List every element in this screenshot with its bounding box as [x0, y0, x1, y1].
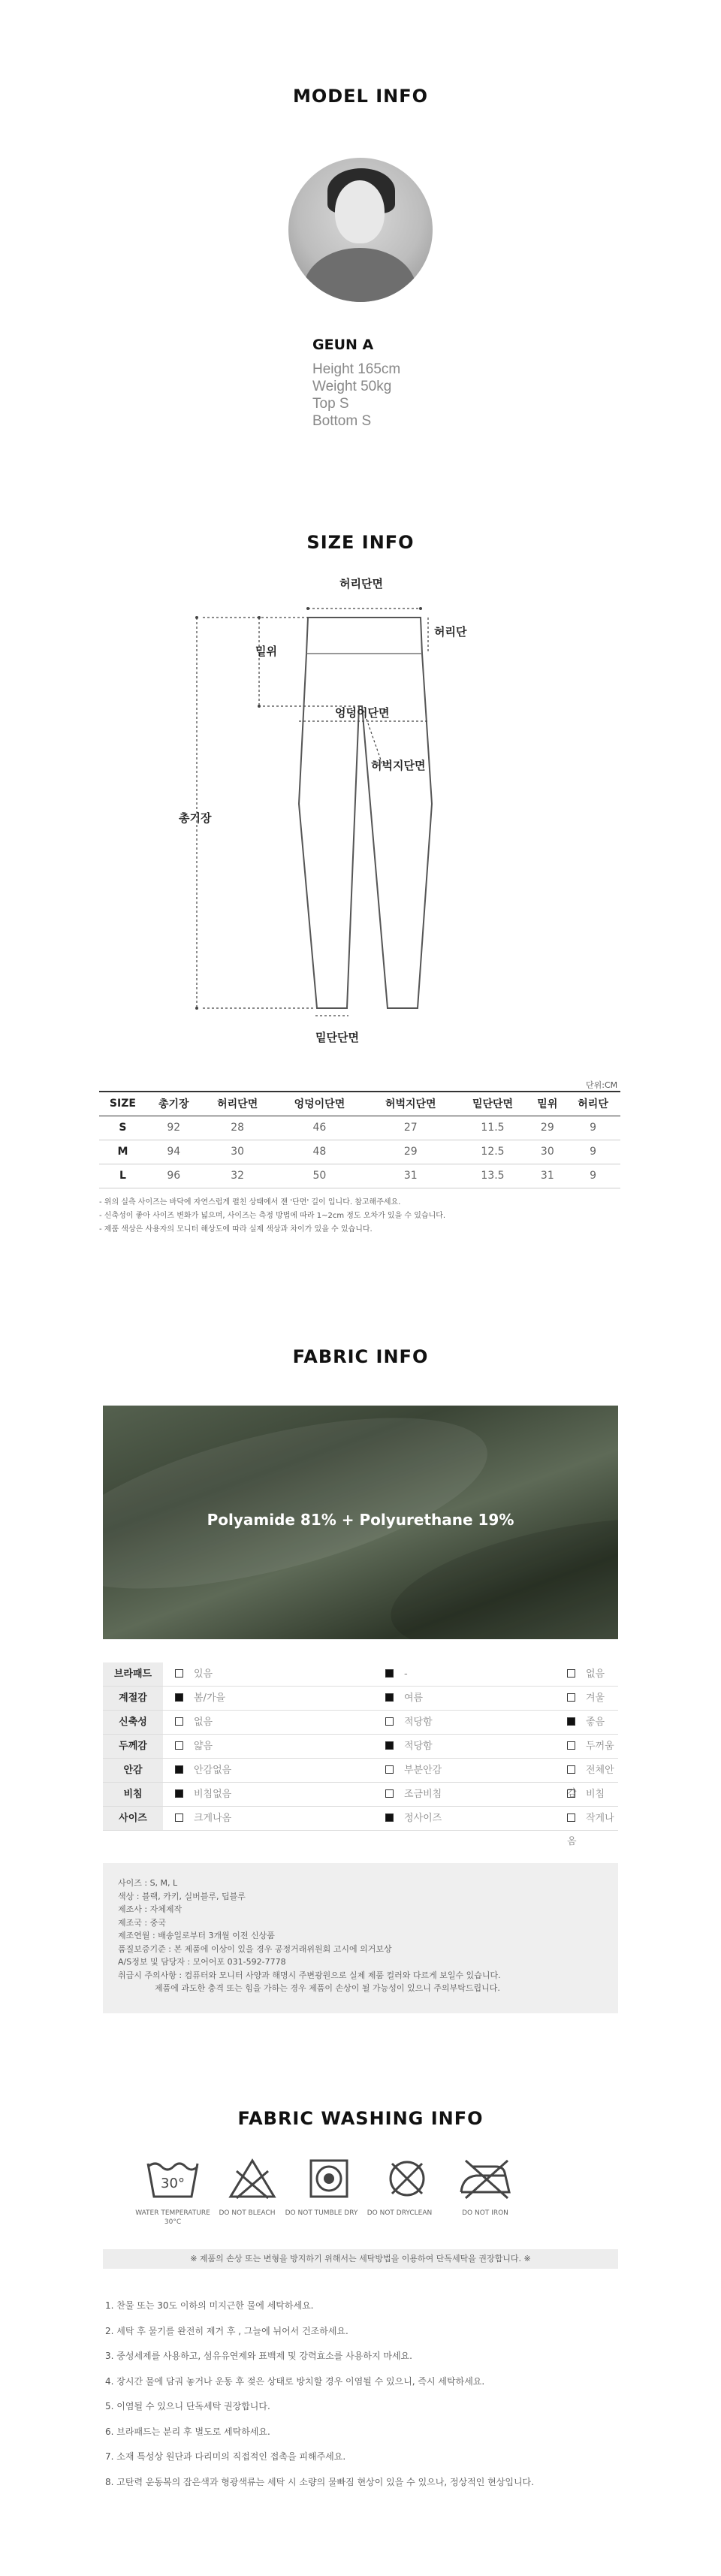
fabric-option-label: 안감없음: [194, 1765, 232, 1776]
no-iron-label: DO NOT IRON: [462, 2209, 508, 2217]
header-cell: 밑위: [529, 1092, 566, 1116]
label-waist-width: 허리단면: [339, 577, 383, 590]
fabric-info-title: FABRIC INFO: [292, 1346, 429, 1367]
product-details-box: [103, 1863, 618, 2013]
size-diagram: [0, 571, 721, 1059]
instruction-item: 7. 소재 특성상 원단과 다리미의 직접적인 접촉을 피해주세요.: [105, 2451, 346, 2462]
model-bottom-size: Bottom S: [312, 413, 372, 429]
detail-line: 취급시 주의사항 : 컴퓨터와 모니터 사양과 해명시 주변광원으로 실제 제품 컬러와 다르게 보일수 있습니다.: [118, 1970, 501, 1980]
table-cell: 12.5: [456, 1140, 529, 1164]
detail-line: 제조사 : 자체제작: [118, 1904, 183, 1914]
model-top-size: Top S: [312, 396, 349, 412]
fabric-option-label: 있음: [194, 1669, 213, 1680]
fabric-option: [567, 1735, 614, 1758]
table-cell: 46: [274, 1116, 365, 1140]
detail-line: A/S정보 및 담당자 : 모어어포 031-592-7778: [118, 1957, 286, 1967]
detail-line: 품질보증기준 : 본 제품에 이상이 있을 경우 공정거래위원회 고시에 의거보상: [118, 1943, 392, 1954]
checked-box-icon: [385, 1693, 394, 1702]
fabric-option-label: 없음: [586, 1669, 605, 1680]
size-unit: 단위:CM: [586, 1080, 618, 1090]
wash-30-label: WATER TEMPERATURE 30°C: [135, 2209, 210, 2226]
instruction-item: 4. 장시간 물에 담궈 놓거나 운동 후 젖은 상태로 방치할 경우 이염될 수 있으니, 즉시 세탁하세요.: [105, 2375, 485, 2387]
fabric-option-label: 정사이즈: [404, 1813, 442, 1824]
table-cell: 50: [274, 1164, 365, 1188]
fabric-option: [567, 1662, 605, 1686]
fabric-option: [385, 1807, 442, 1830]
fabric-option: [175, 1783, 231, 1806]
wash-temp: 30°: [161, 2176, 185, 2191]
table-cell: 32: [201, 1164, 274, 1188]
table-cell: 94: [146, 1140, 201, 1164]
table-cell: 96: [146, 1164, 201, 1188]
table-cell: 29: [365, 1140, 456, 1164]
checked-box-icon: [567, 1717, 575, 1726]
label-rise: 밑위: [255, 645, 277, 658]
table-cell: 9: [566, 1140, 620, 1164]
fabric-option-label: 조금비침: [404, 1789, 442, 1800]
unchecked-box-icon: [567, 1789, 575, 1798]
table-cell: 31: [529, 1164, 566, 1188]
header-cell: 허리단: [566, 1092, 620, 1116]
table-cell: 48: [274, 1140, 365, 1164]
fabric-option: [385, 1662, 408, 1686]
no-bleach-label: DO NOT BLEACH: [219, 2209, 276, 2217]
no-dryclean-label: DO NOT DRYCLEAN: [367, 2209, 433, 2217]
header-cell: 허벅지단면: [365, 1092, 456, 1116]
fabric-option: [385, 1759, 442, 1782]
checked-box-icon: [175, 1789, 183, 1798]
fabric-option-label: 전체안감: [567, 1765, 614, 1799]
table-cell: 30: [201, 1140, 274, 1164]
unchecked-box-icon: [567, 1741, 575, 1750]
fabric-row: [103, 1687, 618, 1711]
size-table-header: [99, 1092, 620, 1116]
model-name: GEUN A: [312, 337, 374, 353]
fabric-option-label: 크게나옴: [194, 1813, 232, 1824]
fabric-option: [175, 1735, 213, 1758]
fabric-option: [567, 1783, 605, 1806]
table-cell: S: [99, 1116, 146, 1140]
label-thigh-width: 허벅지단면: [371, 759, 426, 772]
no-iron-icon: [455, 2156, 515, 2201]
model-stats: [312, 361, 400, 430]
checked-box-icon: [175, 1693, 183, 1702]
fabric-option: [567, 1711, 605, 1734]
fabric-option-label: 부분안감: [404, 1765, 442, 1776]
fabric-option: [175, 1759, 231, 1782]
fabric-option-label: 좋음: [586, 1717, 605, 1728]
washing-instructions: [105, 2299, 534, 2500]
no-dryclean-icon: [377, 2156, 437, 2201]
header-cell: 허리단면: [201, 1092, 274, 1116]
fabric-option: [385, 1687, 423, 1710]
leggings-outline: [0, 571, 721, 1059]
model-weight: Weight 50kg: [312, 379, 392, 394]
fabric-option-label: 봄/가을: [194, 1693, 226, 1704]
instruction-item: 2. 세탁 후 물기를 완전히 제거 후 , 그늘에 뉘어서 건조하세요.: [105, 2325, 348, 2336]
instruction-item: 8. 고탄력 운동복의 잡은색과 형광색류는 세탁 시 소량의 물빠짐 현상이 있을 수 있으나, 정상적인 현상입니다.: [105, 2476, 534, 2487]
table-row: [99, 1116, 620, 1140]
fabric-option-label: 두꺼움: [586, 1741, 614, 1752]
fabric-option: [175, 1807, 231, 1830]
table-cell: 27: [365, 1116, 456, 1140]
table-row: [99, 1164, 620, 1188]
fabric-option-label: 없음: [194, 1717, 213, 1728]
checked-box-icon: [385, 1741, 394, 1750]
fabric-properties-table: [103, 1662, 618, 1847]
washing-warning: ※ 제품의 손상 또는 변형을 방지하기 위해서는 세탁방법을 이용하여 단독세탁을 권장합니다. ※: [103, 2249, 618, 2269]
fabric-option: [385, 1735, 433, 1758]
no-tumble-dry-label: DO NOT TUMBLE DRY: [285, 2209, 358, 2217]
table-cell: M: [99, 1140, 146, 1164]
unchecked-box-icon: [385, 1765, 394, 1774]
fabric-row-name: 계절감: [103, 1687, 163, 1710]
table-cell: 9: [566, 1116, 620, 1140]
instruction-item: 3. 중성세제를 사용하고, 섬유유연제와 표백제 및 강력효소를 사용하지 마세요.: [105, 2351, 412, 2361]
fabric-option-label: 비침: [586, 1789, 605, 1800]
model-height: Height 165cm: [312, 361, 401, 377]
fabric-option: [175, 1711, 213, 1734]
label-waistband: 허리단: [434, 625, 467, 639]
header-cell: 밑단단면: [456, 1092, 529, 1116]
table-cell: 31: [365, 1164, 456, 1188]
fabric-option-label: 얇음: [194, 1741, 213, 1752]
fabric-swatch-image: [103, 1406, 618, 1639]
fabric-row-name: 브라패드: [103, 1662, 163, 1686]
unchecked-box-icon: [175, 1741, 183, 1750]
header-cell: 엉덩이단면: [274, 1092, 365, 1116]
instruction-item: 1. 찬물 또는 30도 이하의 미지근한 물에 세탁하세요.: [105, 2300, 314, 2311]
size-note: - 신축성이 좋아 사이즈 변화가 넓으며, 사이즈는 측정 방법에 따라 1~2cm 정도 오차가 있을 수 있습니다.: [99, 1212, 446, 1220]
checked-box-icon: [175, 1765, 183, 1774]
table-cell: 11.5: [456, 1116, 529, 1140]
detail-line: 제조국 : 중국: [118, 1917, 166, 1928]
detail-line: 색상 : 블랙, 카키, 실버블루, 딥블루: [118, 1891, 246, 1901]
header-cell: 총기장: [146, 1092, 201, 1116]
unchecked-box-icon: [567, 1693, 575, 1702]
table-cell: 92: [146, 1116, 201, 1140]
fabric-composition: Polyamide 81% + Polyurethane 19%: [207, 1511, 514, 1529]
unchecked-box-icon: [385, 1789, 394, 1798]
model-avatar: [288, 158, 433, 302]
fabric-row: [103, 1662, 618, 1687]
checked-box-icon: [385, 1813, 394, 1822]
fabric-row-name: 사이즈: [103, 1807, 163, 1830]
unchecked-box-icon: [567, 1669, 575, 1678]
detail-line: 제조연월 : 배송일로부터 3개월 이전 신상품: [118, 1931, 275, 1940]
size-note: - 제품 색상은 사용자의 모니터 해상도에 따라 실제 색상과 차이가 있을 수 있습니다.: [99, 1225, 373, 1234]
fabric-row-name: 두께감: [103, 1735, 163, 1758]
unchecked-box-icon: [175, 1669, 183, 1678]
label-total-length: 총기장: [179, 811, 212, 825]
fabric-option-label: 적당함: [404, 1741, 433, 1752]
fabric-option: [175, 1662, 213, 1686]
fabric-option-label: 비침없음: [194, 1789, 232, 1800]
table-cell: 9: [566, 1164, 620, 1188]
size-table: [99, 1091, 620, 1188]
label-hem-width: 밑단단면: [315, 1031, 359, 1044]
fabric-row: [103, 1783, 618, 1807]
label-hip-width: 엉덩이단면: [335, 706, 390, 720]
header-cell: SIZE: [99, 1092, 146, 1116]
unchecked-box-icon: [175, 1717, 183, 1726]
fabric-row: [103, 1711, 618, 1735]
fabric-row: [103, 1807, 618, 1847]
fabric-option-label: 작게나옴: [567, 1813, 614, 1847]
wash-30-icon: [143, 2156, 203, 2201]
unchecked-box-icon: [385, 1717, 394, 1726]
size-note: - 위의 실측 사이즈는 바닥에 자연스럽게 펼친 상태에서 잰 '단면' 길이 입니다. 참고해주세요.: [99, 1198, 401, 1206]
fabric-row-name: 안감: [103, 1759, 163, 1782]
checked-box-icon: [385, 1669, 394, 1678]
table-row: [99, 1140, 620, 1164]
table-cell: 13.5: [456, 1164, 529, 1188]
fabric-option: [175, 1687, 225, 1710]
fabric-row-name: 비침: [103, 1783, 163, 1806]
model-info-title: MODEL INFO: [292, 86, 429, 107]
fabric-option-label: 겨울: [586, 1693, 605, 1704]
fabric-row: [103, 1735, 618, 1759]
fabric-option: [567, 1807, 618, 1847]
unchecked-box-icon: [567, 1813, 575, 1822]
size-info-title: SIZE INFO: [306, 532, 415, 553]
no-bleach-icon: [222, 2156, 282, 2201]
detail-line: 제품에 과도한 충격 또는 힘을 가하는 경우 제품이 손상이 될 가능성이 있으니 주의부탁드립니다.: [118, 1983, 500, 1993]
table-cell: 30: [529, 1140, 566, 1164]
unchecked-box-icon: [567, 1765, 575, 1774]
table-cell: L: [99, 1164, 146, 1188]
fabric-option-label: 여름: [404, 1693, 424, 1704]
fabric-row-name: 신축성: [103, 1711, 163, 1734]
no-tumble-dry-icon: [299, 2156, 359, 2201]
fabric-option: [385, 1711, 433, 1734]
table-cell: 29: [529, 1116, 566, 1140]
instruction-item: 5. 이염될 수 있으니 단독세탁 권장합니다.: [105, 2401, 270, 2411]
fabric-option-label: -: [404, 1669, 408, 1680]
detail-line: 사이즈 : S, M, L: [118, 1878, 178, 1888]
fabric-option: [385, 1783, 442, 1806]
unchecked-box-icon: [175, 1813, 183, 1822]
washing-info-title: FABRIC WASHING INFO: [237, 2108, 484, 2129]
instruction-item: 6. 브라패드는 분리 후 별도로 세탁하세요.: [105, 2426, 270, 2437]
table-cell: 28: [201, 1116, 274, 1140]
size-notes: [99, 1196, 445, 1237]
fabric-option-label: 적당함: [404, 1717, 433, 1728]
fabric-option: [567, 1687, 605, 1710]
